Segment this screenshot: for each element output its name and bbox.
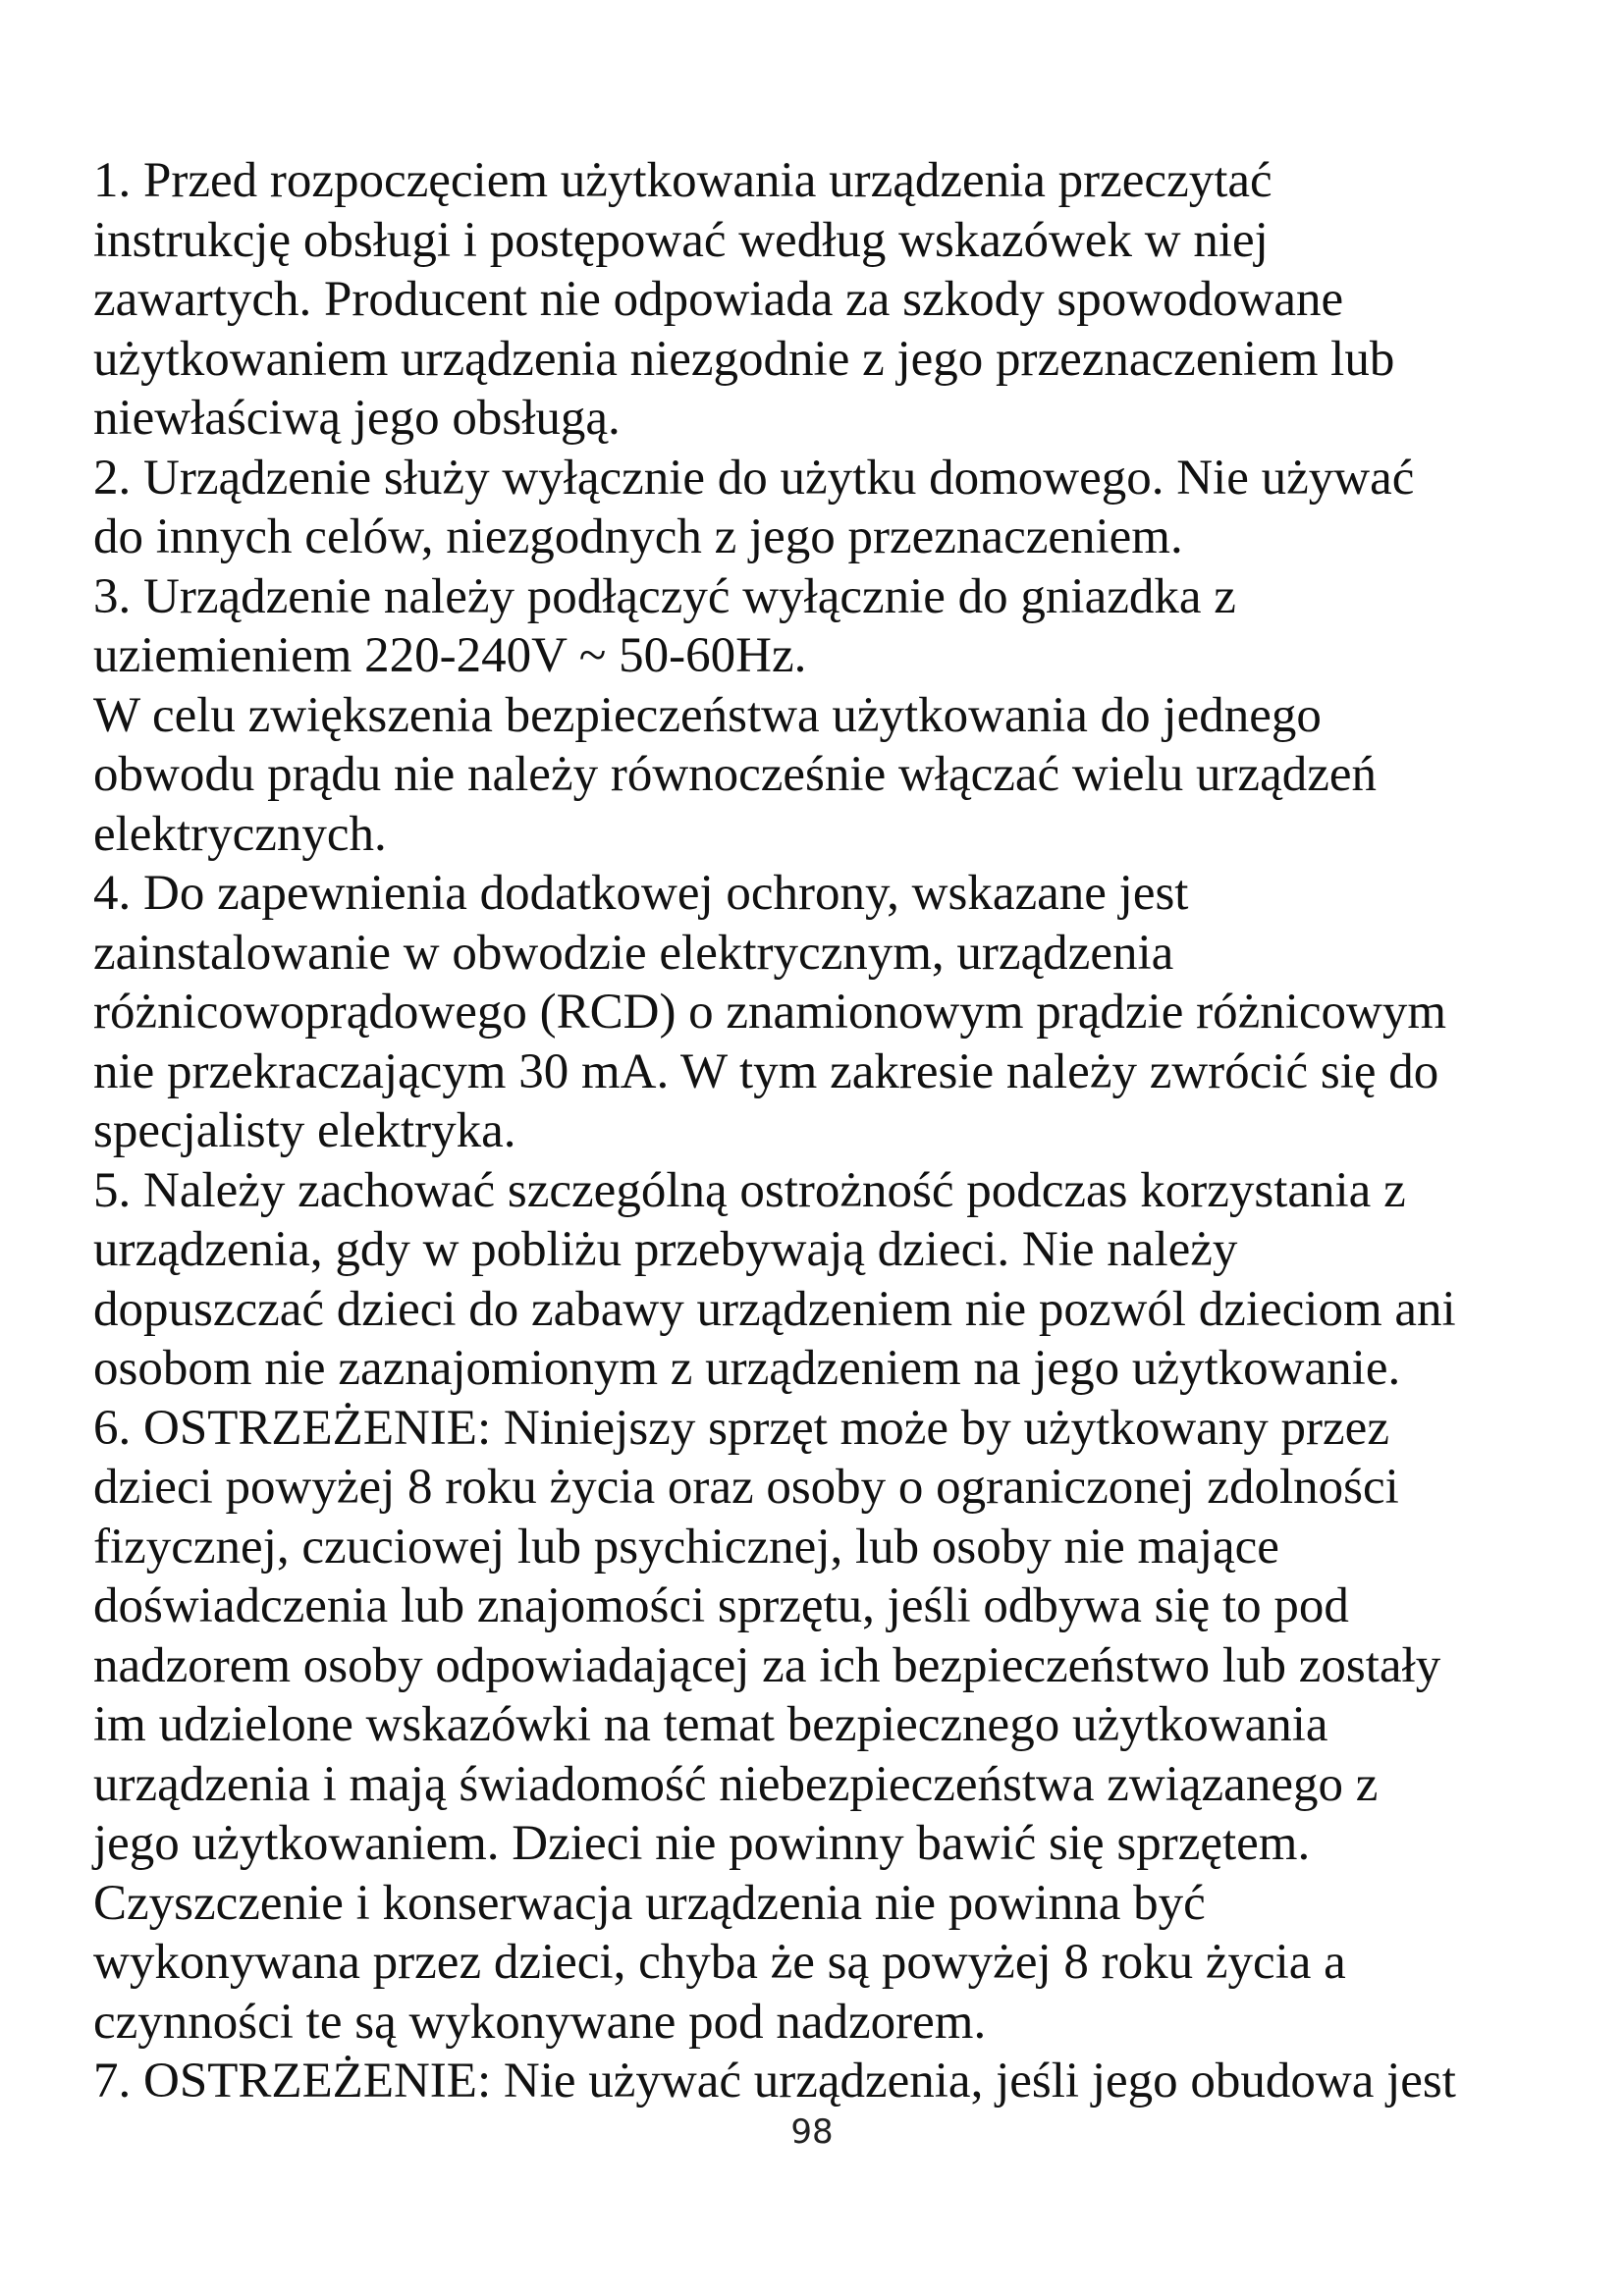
text-line: elektrycznych. [93, 806, 387, 862]
text-line: urządzenia i mają świadomość niebezpieczeństwa związanego z [93, 1756, 1379, 1812]
text-line: do innych celów, niezgodnych z jego przeznaczeniem. [93, 509, 1183, 564]
text-line: 4. Do zapewnienia dodatkowej ochrony, wskazane jest [93, 866, 1189, 921]
text-line: osobom nie zaznajomionym z urządzeniem na jego użytkowanie. [93, 1341, 1401, 1396]
text-line: W celu zwiększenia bezpieczeństwa użytkowania do jednego [93, 687, 1322, 743]
text-line: uziemieniem 220-240V ~ 50-60Hz. [93, 628, 807, 683]
text-line: czynności te są wykonywane pod nadzorem. [93, 1994, 987, 2050]
text-line: 6. OSTRZEŻENIE: Niniejszy sprzęt może by użytkowany przez [93, 1400, 1389, 1456]
text-line: dzieci powyżej 8 roku życia oraz osoby o ograniczonej zdolności [93, 1460, 1399, 1515]
text-line: instrukcję obsługi i postępować według wskazówek w niej [93, 212, 1269, 268]
text-line: 7. OSTRZEŻENIE: Nie używać urządzenia, jeśli jego obudowa jest [93, 2054, 1456, 2109]
text-line: nie przekraczającym 30 mA. W tym zakresie należy zwrócić się do [93, 1043, 1439, 1099]
text-line: nadzorem osoby odpowiadającej za ich bezpieczeństwo lub zostały [93, 1637, 1441, 1693]
text-line: im udzielone wskazówki na temat bezpiecznego użytkowania [93, 1697, 1328, 1752]
text-line: 5. Należy zachować szczególną ostrożność podczas korzystania z [93, 1162, 1406, 1218]
text-line: dopuszczać dzieci do zabawy urządzeniem nie pozwól dzieciom ani [93, 1281, 1456, 1337]
text-line: 2. Urządzenie służy wyłącznie do użytku domowego. Nie używać [93, 450, 1415, 506]
text-line: Czyszczenie i konserwacja urządzenia nie powinna być [93, 1875, 1206, 1931]
text-line: niewłaściwą jego obsługą. [93, 391, 621, 446]
text-line: użytkowaniem urządzenia niezgodnie z jego przeznaczeniem lub [93, 331, 1395, 387]
text-line: 1. Przed rozpoczęciem użytkowania urządzenia przeczytać [93, 153, 1272, 208]
text-line: zawartych. Producent nie odpowiada za szkody spowodowane [93, 272, 1344, 327]
text-line: specjalisty elektryka. [93, 1103, 516, 1158]
text-line: fizycznej, czuciowej lub psychicznej, lub osoby nie mające [93, 1519, 1279, 1575]
text-line: wykonywana przez dzieci, chyba że są powyżej 8 roku życia a [93, 1935, 1346, 1990]
text-line: 3. Urządzenie należy podłączyć wyłącznie do gniazdka z [93, 568, 1236, 624]
text-line: różnicowoprądowego (RCD) o znamionowym prądzie różnicowym [93, 985, 1447, 1040]
text-line: doświadczenia lub znajomości sprzętu, jeśli odbywa się to pod [93, 1578, 1349, 1633]
text-line: zainstalowanie w obwodzie elektrycznym, urządzenia [93, 925, 1174, 981]
text-line: urządzenia, gdy w pobliżu przebywają dzieci. Nie należy [93, 1222, 1238, 1277]
page-number: 98 [790, 2112, 834, 2152]
text-line: jego użytkowaniem. Dzieci nie powinny bawić się sprzętem. [93, 1816, 1311, 1871]
text-line: obwodu prądu nie należy równocześnie włączać wielu urządzeń [93, 747, 1377, 802]
instructions-text [93, 151, 1546, 2111]
